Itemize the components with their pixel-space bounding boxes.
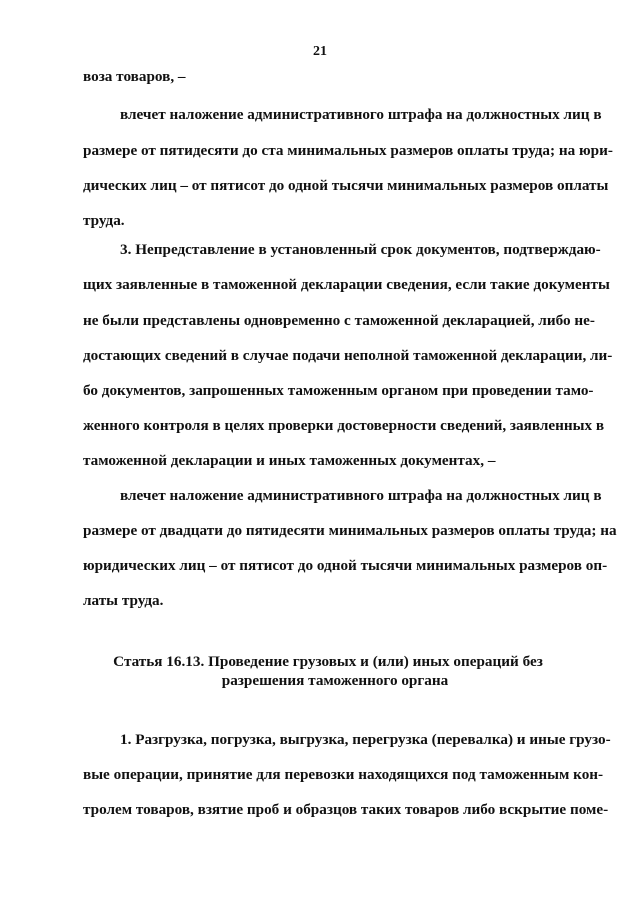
text-line: влечет наложение административного штрафа на должностных лиц в — [120, 487, 602, 504]
article-heading — [0, 652, 640, 672]
text-line: таможенной декларации и иных таможенных документах, – — [83, 452, 496, 469]
text-line: влечет наложение административного штрафа на должностных лиц в — [120, 106, 602, 123]
article-number: Статья 16.13. — [113, 653, 205, 670]
article-title-line1: Проведение грузовых и (или) иных операций без — [208, 653, 543, 670]
text-line: тролем товаров, взятие проб и образцов таких товаров либо вскрытие поме- — [83, 801, 609, 818]
text-line: бо документов, запрошенных таможенным органом при проведении тамо- — [83, 382, 594, 399]
text-line: юридических лиц – от пятисот до одной тысячи минимальных размеров оп- — [83, 557, 608, 574]
text-line: 1. Разгрузка, погрузка, выгрузка, перегрузка (перевалка) и иные грузо- — [120, 731, 611, 748]
text-line: размере от пятидесяти до ста минимальных размеров оплаты труда; на юри- — [83, 142, 613, 159]
text-line: не были представлены одновременно с таможенной декларацией, либо не- — [83, 312, 595, 329]
text-line: щих заявленные в таможенной декларации сведения, если такие документы — [83, 276, 610, 293]
article-heading-line2 — [0, 671, 640, 691]
text-line: размере от двадцати до пятидесяти минимальных размеров оплаты труда; на — [83, 522, 617, 539]
text-line: 3. Непредставление в установленный срок документов, подтверждаю- — [120, 241, 601, 258]
text-line: труда. — [83, 212, 125, 229]
text-line: дических лиц – от пятисот до одной тысячи минимальных размеров оплаты — [83, 177, 609, 194]
article-title-line2: разрешения таможенного органа — [221, 672, 449, 689]
text-line: воза товаров, – — [83, 68, 186, 85]
text-line: латы труда. — [83, 592, 164, 609]
text-line: женного контроля в целях проверки достоверности сведений, заявленных в — [83, 417, 605, 434]
page-number: 21 — [313, 44, 327, 59]
text-line: достающих сведений в случае подачи неполной таможенной декларации, ли- — [83, 347, 613, 364]
text-line: вые операции, принятие для перевозки находящихся под таможенным кон- — [83, 766, 604, 783]
